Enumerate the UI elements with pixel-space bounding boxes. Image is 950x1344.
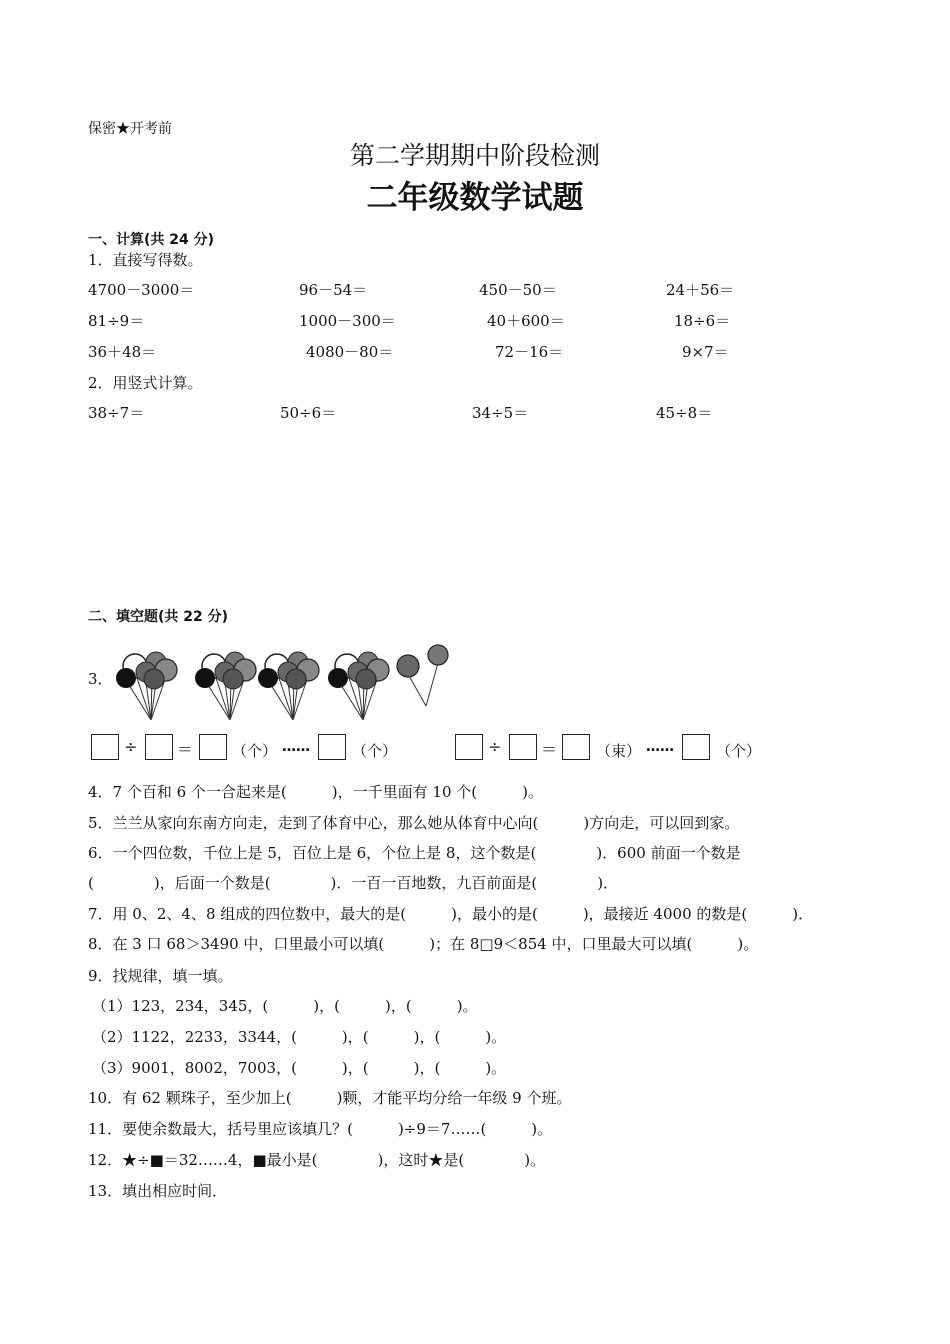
q1-label: 1．直接写得数。 — [88, 251, 203, 269]
calc-item: 36＋48＝ — [88, 343, 157, 361]
q3-label: 3． — [88, 670, 113, 688]
calc-item: 18÷6＝ — [674, 312, 731, 330]
answer-box[interactable] — [199, 734, 227, 760]
calc-item: 24＋56＝ — [666, 281, 735, 299]
balloon-bunch — [195, 652, 256, 720]
answer-box[interactable] — [509, 734, 537, 760]
question-line: （1）123，234，345，( )，( )，( )。 — [92, 997, 478, 1015]
remainder-dots: …… — [646, 739, 674, 755]
calc-item: 96－54＝ — [299, 281, 368, 299]
remainder-dots: …… — [282, 739, 310, 755]
question-line: （2）1122，2233，3344，( )，( )，( )。 — [92, 1028, 507, 1046]
exam-title: 二年级数学试题 — [366, 180, 584, 216]
question-line: 4．7 个百和 6 个一合起来是( )，一千里面有 10 个( )。 — [88, 783, 543, 801]
question-line: 13．填出相应时间． — [88, 1182, 228, 1200]
question-line: 5．兰兰从家向东南方向走，走到了体育中心，那么她从体育中心向( )方向走，可以回到家。 — [88, 814, 740, 832]
question-line: 8．在 3 口 68＞3490 中，口里最小可以填( )；在 8□9＜854 中，口里最大可以填( )。 — [88, 935, 759, 953]
calc-item: 450－50＝ — [479, 281, 557, 299]
confidential-label: 保密★开考前 — [88, 121, 172, 137]
vertical-calc-item: 34÷5＝ — [472, 404, 529, 422]
exam-subtitle: 第二学期期中阶段检测 — [349, 141, 600, 170]
equals-sign: ＝ — [177, 740, 194, 759]
answer-box[interactable] — [682, 734, 710, 760]
calc-item: 40＋600＝ — [487, 312, 565, 330]
question-line: 6．一个四位数，千位上是 5，百位上是 6，个位上是 8，这个数是( )．600 前面一个数是 — [88, 844, 741, 862]
answer-box[interactable] — [455, 734, 483, 760]
divide-sign: ÷ — [124, 737, 138, 756]
q2-label: 2．用竖式计算。 — [88, 374, 203, 392]
divide-sign: ÷ — [488, 737, 502, 756]
unit-label: （个） — [232, 742, 278, 760]
unit-label: （个） — [352, 742, 398, 760]
balloon-bunch — [258, 652, 319, 720]
calc-item: 72－16＝ — [495, 343, 564, 361]
question-line: 7．用 0、2、4、8 组成的四位数中，最大的是( )，最小的是( )，最接近 4000 的数是( )． — [88, 905, 814, 923]
calc-item: 1000－300＝ — [299, 312, 396, 330]
question-line: ( )，后面一个数是( )．一百一百地数，九百前面是( )． — [88, 874, 619, 892]
balloon-bunch — [116, 652, 177, 720]
vertical-calc-item: 38÷7＝ — [88, 404, 145, 422]
question-line: （3）9001，8002，7003，( )，( )，( )。 — [92, 1059, 507, 1077]
question-line: 11．要使余数最大，括号里应该填几？( )÷9＝7……( )。 — [88, 1120, 553, 1138]
answer-box[interactable] — [318, 734, 346, 760]
calc-item: 9×7＝ — [682, 343, 729, 361]
unit-label: （束） — [596, 742, 642, 760]
vertical-calc-item: 45÷8＝ — [656, 404, 713, 422]
question-line: 10．有 62 颗珠子，至少加上( )颗，才能平均分给一年级 9 个班。 — [88, 1089, 572, 1107]
balloon-bunch — [328, 652, 389, 720]
equals-sign: ＝ — [541, 740, 558, 759]
unit-label: （个） — [716, 742, 762, 760]
answer-box[interactable] — [145, 734, 173, 760]
calc-item: 4080－80＝ — [306, 343, 394, 361]
answer-box[interactable] — [91, 734, 119, 760]
vertical-calc-item: 50÷6＝ — [280, 404, 337, 422]
answer-box[interactable] — [562, 734, 590, 760]
single-balloons — [397, 645, 448, 706]
section2-heading: 二、填空题(共 22 分) — [88, 609, 229, 625]
calc-item: 81÷9＝ — [88, 312, 145, 330]
calc-item: 4700－3000＝ — [88, 281, 195, 299]
question-line: 9．找规律，填一填。 — [88, 967, 233, 985]
question-line: 12．★÷■＝32……4，■最小是( )，这时★是( )。 — [88, 1151, 546, 1169]
balloons-illustration — [110, 640, 460, 720]
section1-heading: 一、计算(共 24 分) — [88, 232, 215, 248]
